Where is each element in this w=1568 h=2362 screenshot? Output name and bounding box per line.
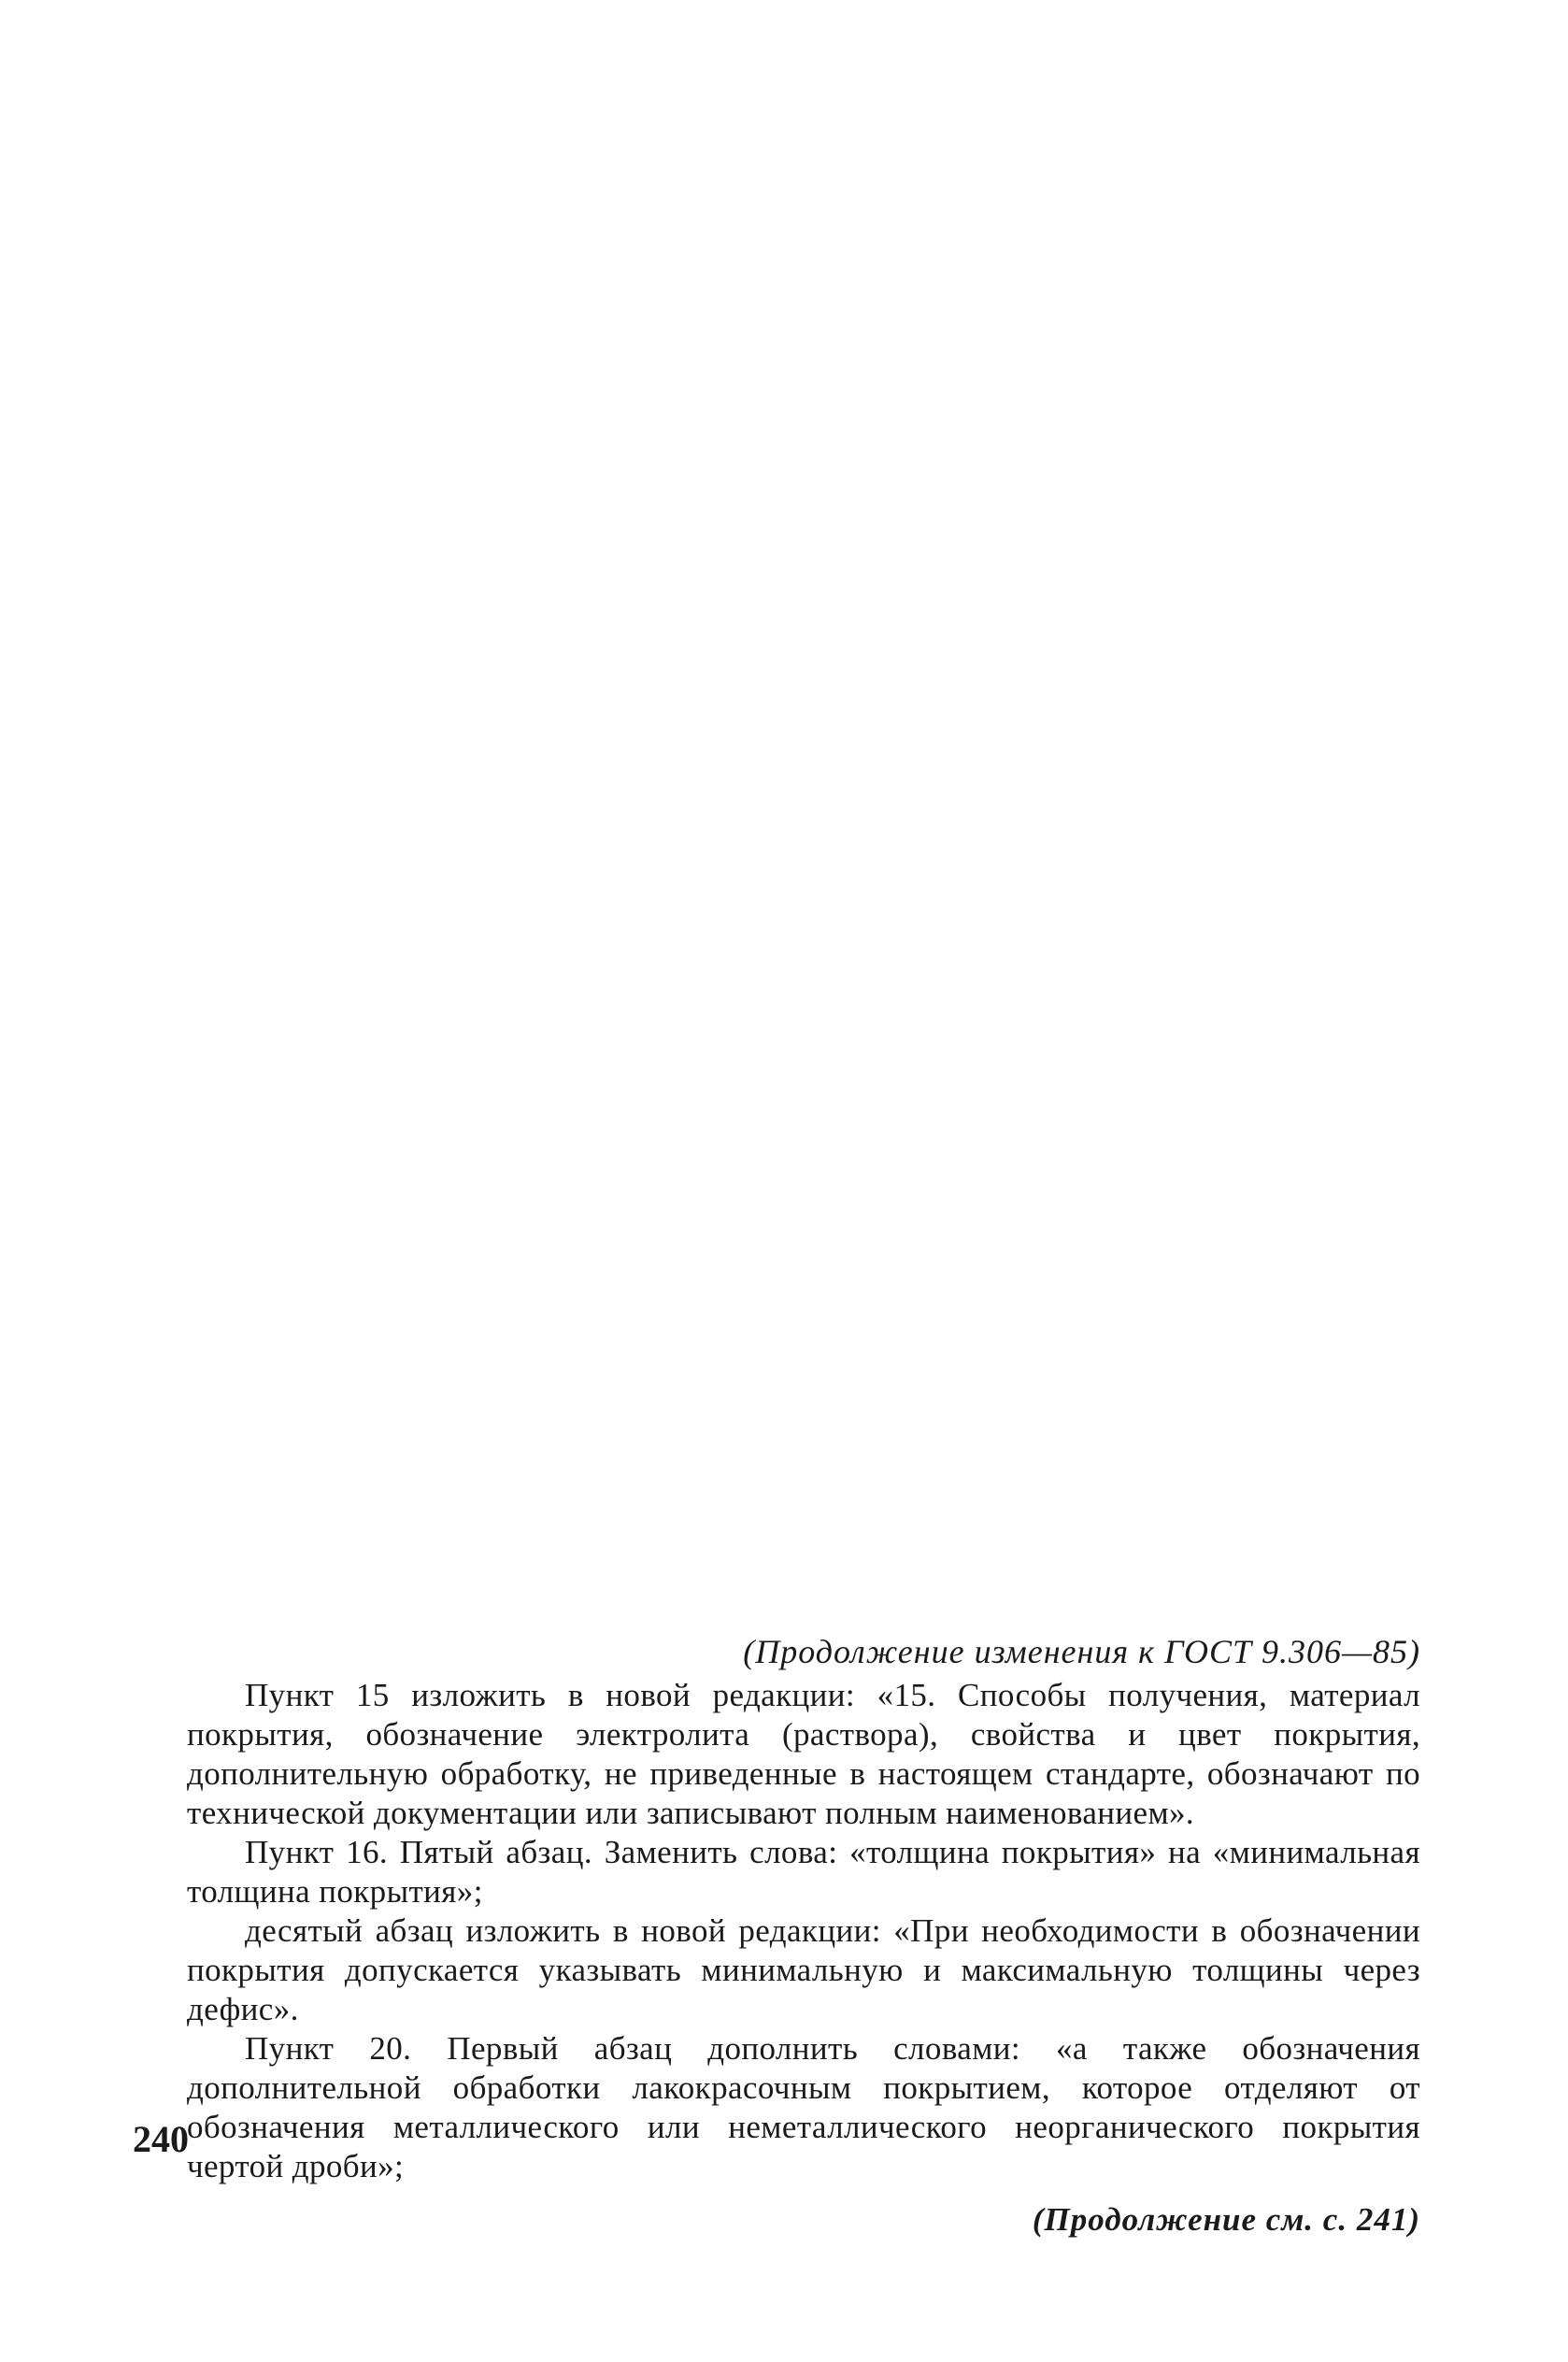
paragraph-2: Пункт 16. Пятый абзац. Заменить слова: «толщина покрытия» на «минимальная толщина покрытия»;	[187, 1834, 1420, 1910]
paragraph-3: десятый абзац изложить в новой редакции: «При необходимости в обозначении покрытия допускается указывать минимальную и максимальную толщины через дефис».	[187, 1912, 1420, 2027]
paragraph-4: Пункт 20. Первый абзац дополнить словами: «а также обозначения дополнительной обработки лакокрасочным покрытием, которое отделяют от обозначения металлического или неметаллического неорганического покрытия чертой дроби»;	[187, 2030, 1420, 2184]
page-number: 240	[133, 2118, 189, 2160]
continuation-header: (Продолжение изменения к ГОСТ 9.306—85)	[743, 1633, 1420, 1670]
continuation-footer: (Продолжение см. с. 241)	[1032, 2201, 1420, 2238]
body-text	[187, 1676, 1420, 2186]
document-content	[187, 1631, 1420, 2240]
paragraph-1: Пункт 15 изложить в новой редакции: «15. Способы получения, материал покрытия, обозначение электролита (раствора), свойства и цвет покрытия, дополнительную обработку, не приведенные в настоящем стандарте, обозначают по технической документации или записывают полным наименованием».	[187, 1677, 1420, 1831]
